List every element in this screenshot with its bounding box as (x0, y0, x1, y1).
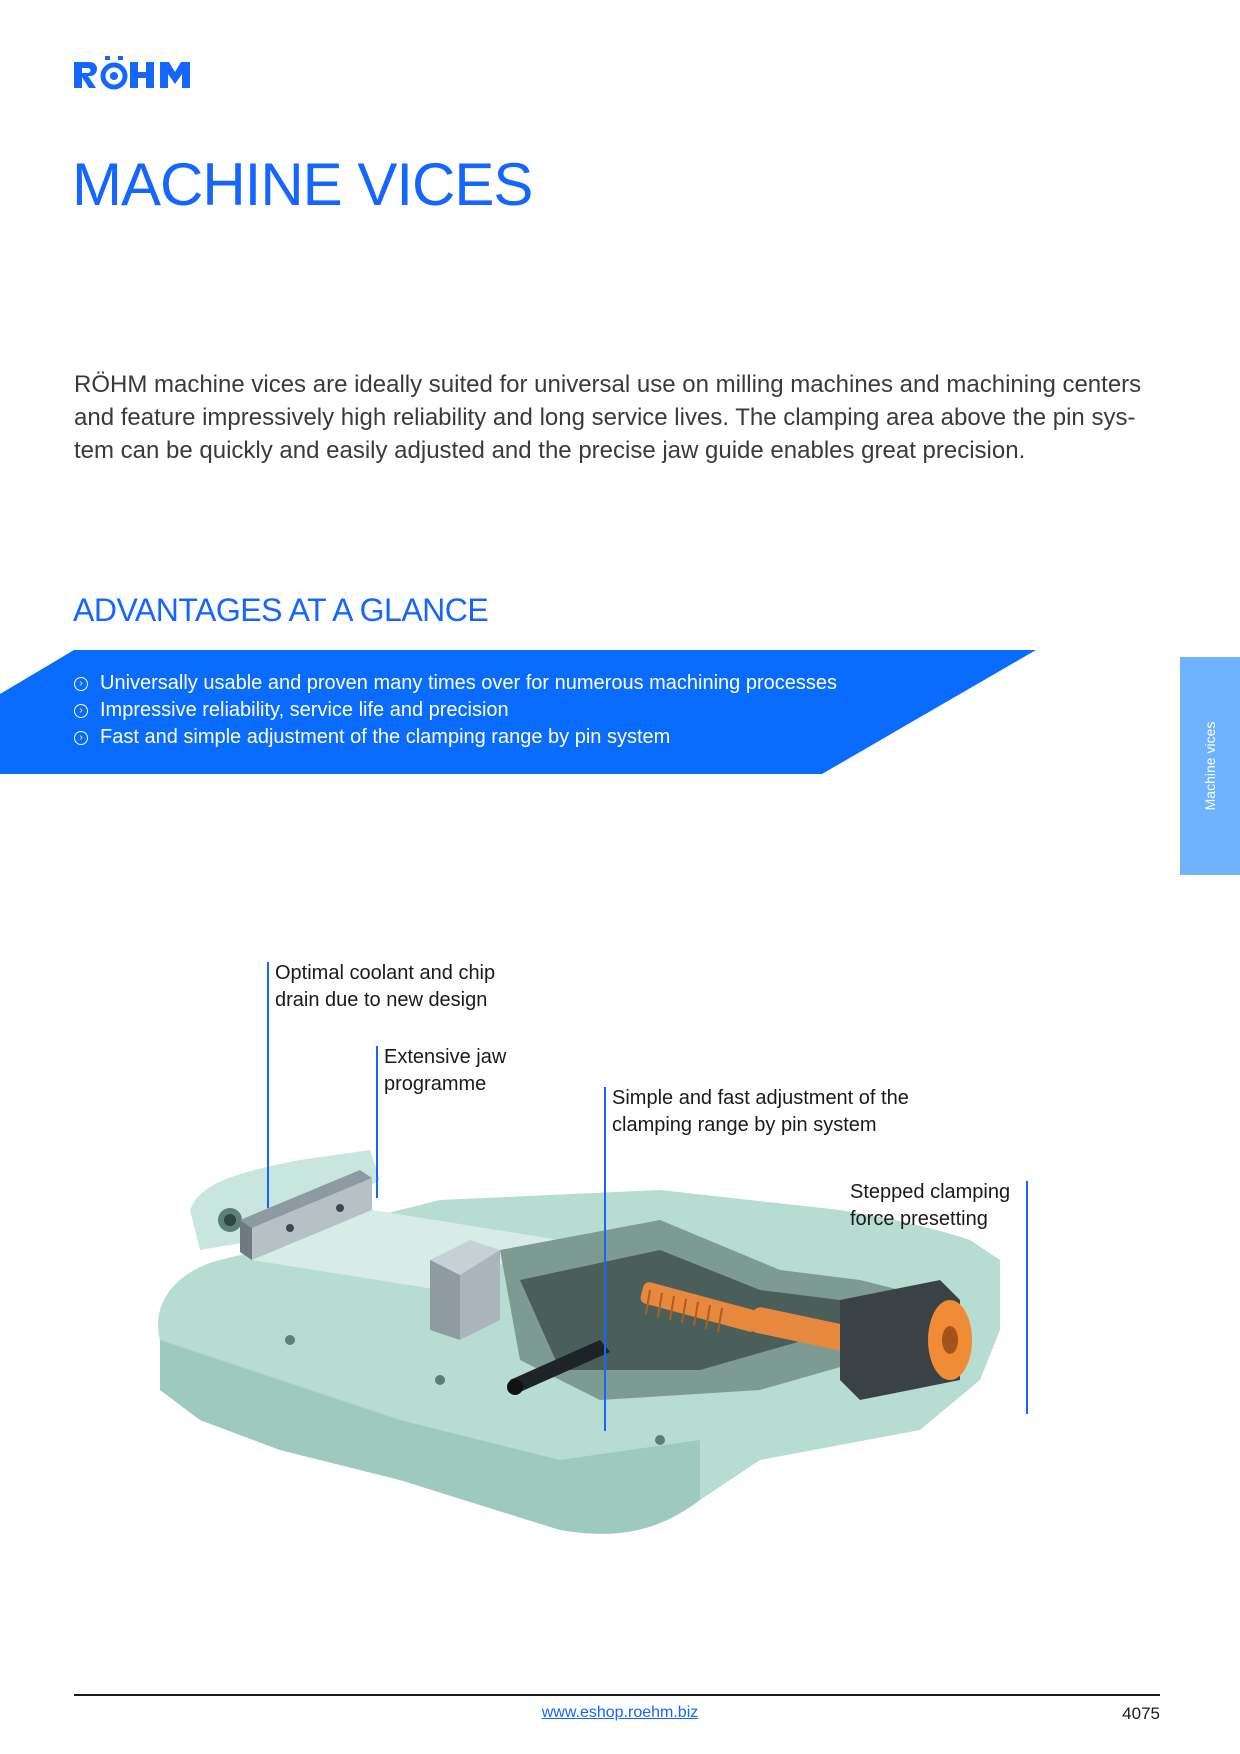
machine-vice-illustration (140, 1100, 1120, 1560)
circle-arrow-icon: › (74, 677, 88, 691)
circle-arrow-icon: › (74, 704, 88, 718)
callout-line (1026, 1181, 1028, 1414)
callout-line (267, 962, 269, 1208)
side-tab-label: Machine vices (1202, 721, 1218, 811)
callout-line (604, 1087, 606, 1431)
advantage-item: › Impressive reliability, service life and precision (74, 697, 837, 724)
callout-coolant-drain: Optimal coolant and chip drain due to new design (275, 962, 496, 1011)
callout-pin-system: Simple and fast adjustment of the clamping range by pin system (612, 1087, 909, 1136)
page-number: 4075 (1122, 1704, 1160, 1723)
advantage-item: › Universally usable and proven many times over for numerous machining processes (74, 670, 837, 697)
callout-clamping-force: Stepped clamping force presetting (850, 1181, 1011, 1230)
page-title: MACHINE VICES (72, 151, 533, 218)
footer-divider (74, 1694, 1160, 1696)
advantages-list (74, 670, 837, 751)
advantage-item: › Fast and simple adjustment of the clamping range by pin system (74, 724, 837, 751)
advantages-heading: ADVANTAGES AT A GLANCE (73, 592, 489, 628)
callout-jaw-programme: Extensive jaw programme (384, 1046, 507, 1095)
roehm-logo (72, 56, 212, 92)
circle-arrow-icon: › (74, 731, 88, 745)
callout-line (376, 1046, 378, 1198)
intro-paragraph: RÖHM machine vices are ideally suited for universal use on milling machines and machining centers and feature impressively high reliability and long service lives. The clamping area above the pin sys-tem can be quickly and easily adjusted and the precise jaw guide enables great precision. (74, 371, 1142, 464)
section-side-tab[interactable] (1180, 657, 1240, 875)
eshop-link[interactable]: www.eshop.roehm.biz (541, 1704, 699, 1721)
